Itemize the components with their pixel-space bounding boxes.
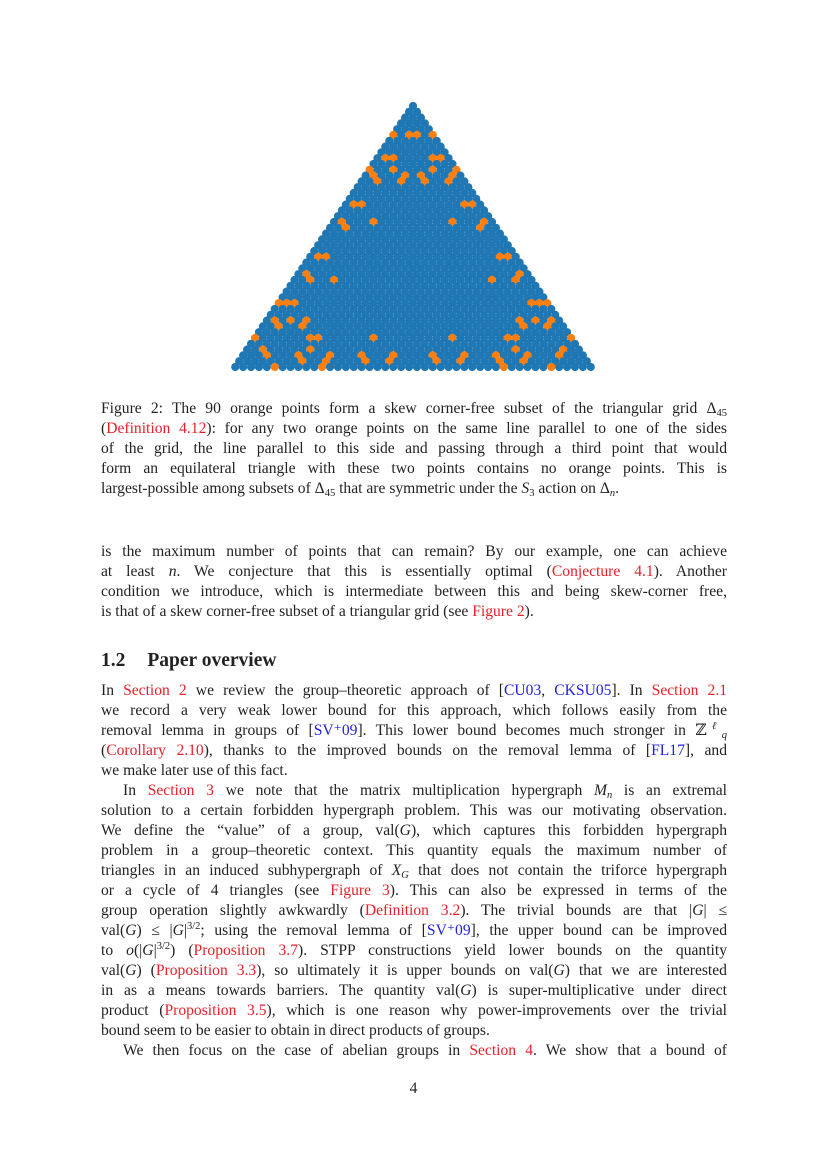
grid-point [523,363,531,371]
text-line [101,1021,727,1041]
text-line [101,881,727,901]
grid-point [358,363,366,371]
text-segment: in as a means towards barriers. The quantity val( [101,982,461,999]
cross-reference-link[interactable]: Figure 3 [330,882,390,899]
text-line [101,419,727,439]
math-symbol: 45 [716,408,727,419]
figure-caption [101,399,727,499]
grid-point [587,363,595,371]
grid-point [516,363,524,371]
grid-point [492,363,500,371]
text-segment: we make later use of this fact. [101,762,288,779]
text-segment: triangles in an induced subhypergraph of [101,862,392,879]
text-segment: ]. In [611,682,652,699]
math-symbol: q [721,730,728,741]
text-segment: ( [101,742,107,759]
math-symbol: G [125,962,137,979]
math-symbol: G [460,982,472,999]
grid-point [255,363,263,371]
text-line [101,761,727,781]
citation-link[interactable]: FL17 [651,742,685,759]
cross-reference-link[interactable]: Proposition 3.3 [155,962,257,979]
section-title: Paper overview [147,650,277,671]
grid-point [555,363,563,371]
text-line [101,741,727,761]
math-symbol: G [399,822,411,839]
text-segment: ). This can also be expressed in terms of the [389,882,727,899]
text-segment: is the maximum number of points that can remain? By our example, one can achieve [101,543,727,560]
citation-link[interactable]: SV⁺09 [426,922,471,939]
section-heading [101,650,276,672]
grid-point [342,363,350,371]
intro-paragraph [101,542,727,622]
math-symbol: n [609,488,616,499]
text-segment: ], and [684,742,727,759]
citation-link[interactable]: CU03 [503,682,542,699]
math-symbol: S [521,480,530,497]
text-segment: val( [101,962,126,979]
text-segment: product ( [101,1002,165,1019]
text-segment: , [541,682,555,699]
grid-point [413,363,421,371]
text-segment: ) is super-multiplicative under direct [471,982,727,999]
text-segment: | [183,922,187,939]
text-segment: Figure 2: The 90 orange points form a skew corner-free subset of the triangular grid Δ [101,400,717,417]
text-segment: ). The trivial bounds are that | [460,902,693,919]
text-segment: ) that we are interested [564,962,727,979]
text-segment: problem in a group–theoretic context. This quantity equals the maximum number of [101,842,727,859]
math-symbol: n [168,563,177,580]
cross-reference-link[interactable]: Section 4 [469,1042,534,1059]
citation-link[interactable]: CKSU05 [554,682,612,699]
cross-reference-link[interactable]: Figure 2 [472,603,525,620]
text-line [101,981,727,1001]
math-symbol: 45 [324,488,336,499]
orange-point [271,363,279,371]
grid-point [294,363,302,371]
text-line [101,941,727,961]
text-segment: ( [101,420,107,437]
text-segment: bound seem to be easier to obtain in direct products of groups. [101,1022,490,1039]
text-segment: val( [101,922,126,939]
math-symbol: 3 [529,488,535,499]
text-segment: group operation slightly awkwardly ( [101,902,365,919]
text-line [101,1001,727,1021]
text-segment: action on Δ [534,480,610,497]
text-line [101,399,727,419]
text-segment: ). Another [653,563,727,580]
math-symbol: G [125,922,137,939]
math-symbol: 3/2 [186,921,201,932]
orange-point [547,363,555,371]
text-line [101,602,727,622]
math-symbol: G [172,922,184,939]
grid-point [579,363,587,371]
text-segment: ), which is one reason why power-improvements over the trivial [266,1002,727,1019]
math-symbol: G [553,962,565,979]
text-segment: ), thanks to the improved bounds on the removal lemma of [ [203,742,652,759]
text-segment: largest-possible among subsets of Δ [101,480,325,497]
text-segment: ]. This lower bound becomes much stronger in ℤ [357,722,707,739]
triangular-grid-figure [230,98,600,378]
math-symbol: ℓ [706,721,722,732]
grid-point [452,363,460,371]
grid-point [247,363,255,371]
math-symbol: X [391,862,402,879]
text-segment: ): for any two orange points on the same line parallel to one of the sides [206,420,727,437]
grid-point [310,363,318,371]
citation-link[interactable]: SV⁺09 [313,722,358,739]
paper-overview-body [101,681,727,1061]
text-line [101,901,727,921]
math-symbol: n [606,790,613,801]
text-segment: . [615,480,620,497]
grid-point [397,363,405,371]
cross-reference-link[interactable]: Definition 3.2 [364,902,461,919]
text-segment: we note that the matrix multiplication hypergraph [213,782,594,799]
text-segment: to [101,942,127,959]
text-line [101,781,727,801]
grid-point [365,363,373,371]
text-line [101,861,727,881]
grid-point [334,363,342,371]
grid-point [468,363,476,371]
text-segment: condition we introduce, which is intermediate between this and being skew-corner free, [101,583,727,600]
cross-reference-link[interactable]: Proposition 3.7 [193,942,298,959]
cross-reference-link[interactable]: Conjecture 4.1 [551,563,654,580]
cross-reference-link[interactable]: Section 2 [123,682,187,699]
grid-point [563,363,571,371]
text-line [101,921,727,941]
text-line [101,542,727,562]
text-segment: ], the upper bound can be improved [470,922,727,939]
grid-point [421,363,429,371]
grid-point [508,363,516,371]
cross-reference-link[interactable]: Corollary 2.10 [106,742,204,759]
text-segment: removal lemma in groups of [ [101,722,314,739]
text-segment: ). [524,603,534,620]
text-segment: form an equilateral triangle with these two points contains no orange points. This is [101,460,727,477]
grid-point [326,363,334,371]
grid-point [302,363,310,371]
grid-point [279,363,287,371]
text-segment: is an extremal [612,782,727,799]
grid-point [286,363,294,371]
text-segment: is that of a skew corner-free subset of a triangular grid (see [101,603,473,620]
text-line [101,1041,727,1061]
text-segment: (| [133,942,143,959]
text-segment: ), so ultimately it is upper bounds on val( [256,962,554,979]
grid-point [405,363,413,371]
section-number: 1.2 [101,650,126,671]
math-symbol: G [142,942,154,959]
text-segment: or a cycle of 4 triangles (see [101,882,331,899]
text-segment: ; using the removal lemma of [ [200,922,427,939]
grid-point [444,363,452,371]
text-segment: In [123,782,148,799]
orange-point [500,363,508,371]
text-segment: . We conjecture that this is essentially optimal ( [176,563,552,580]
text-segment: we review the group–theoretic approach of [ [186,682,504,699]
text-line [101,841,727,861]
text-segment: ) ≤ | [136,922,173,939]
text-line [101,961,727,981]
text-segment: ). STPP constructions yield lower bounds on the quantity [298,942,727,959]
text-segment: ) ( [170,942,194,959]
text-line [101,439,727,459]
text-segment: We define the “value” of a group, val( [101,822,400,839]
text-segment: ), which captures this forbidden hypergraph [410,822,727,839]
math-symbol: M [593,782,607,799]
text-segment: of the grid, the line parallel to this side and passing through a third point that would [101,440,727,457]
grid-point [429,363,437,371]
grid-point [539,363,547,371]
grid-point [389,363,397,371]
text-segment: . We show that a bound of [533,1042,727,1059]
math-symbol: o [126,942,134,959]
text-line [101,701,727,721]
text-line [101,479,727,499]
grid-point [437,363,445,371]
page-number: 4 [409,1080,418,1097]
text-segment: | [153,942,157,959]
grid-point [476,363,484,371]
text-segment: at least [101,563,169,580]
grid-point [531,363,539,371]
text-line [101,562,727,582]
text-line [101,681,727,701]
math-symbol: G [692,902,704,919]
grid-point [231,363,239,371]
orange-point [318,363,326,371]
text-line [101,459,727,479]
grid-point [373,363,381,371]
grid-point [381,363,389,371]
grid-point [484,363,492,371]
text-segment: that are symmetric under the [335,480,522,497]
text-line [101,721,727,741]
grid-point [263,363,271,371]
cross-reference-link[interactable]: Section 2.1 [651,682,728,699]
text-line [101,801,727,821]
text-segment: we record a very weak lower bound for this approach, which follows easily from the [101,702,727,719]
text-segment: | ≤ [703,902,727,919]
text-segment: In [101,682,124,699]
text-segment: ) ( [136,962,156,979]
text-segment: that does not contain the triforce hypergraph [408,862,727,879]
math-symbol: G [401,870,409,881]
grid-point [460,363,468,371]
text-segment: We then focus on the case of abelian groups in [123,1042,470,1059]
grid-point [350,363,358,371]
cross-reference-link[interactable]: Definition 4.12 [106,420,207,437]
grid-point [239,363,247,371]
cross-reference-link[interactable]: Proposition 3.5 [164,1002,267,1019]
math-symbol: 3/2 [156,941,171,952]
text-line [101,821,727,841]
cross-reference-link[interactable]: Section 3 [147,782,214,799]
text-segment: solution to a certain forbidden hypergraph problem. This was our motivating observation. [101,802,727,819]
text-line [101,582,727,602]
grid-point [571,363,579,371]
